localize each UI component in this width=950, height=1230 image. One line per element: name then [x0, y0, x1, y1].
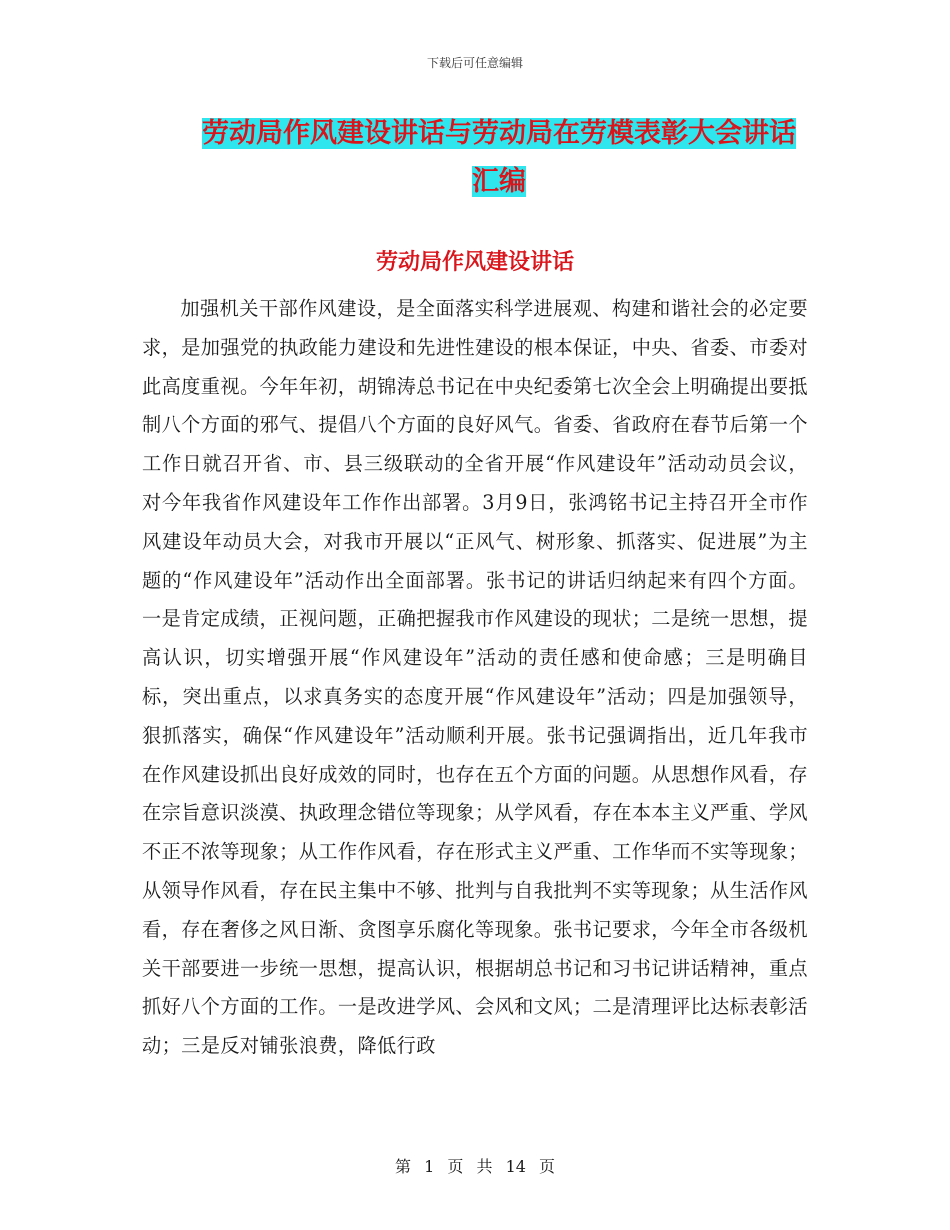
total-unit: 页 — [539, 1157, 556, 1176]
document-title-text: 劳动局作风建设讲话与劳动局在劳模表彰大会讲话汇编 — [202, 118, 796, 197]
header-note: 下载后可任意编辑 — [426, 56, 523, 70]
body-paragraph: 加强机关干部作风建设，是全面落实科学进展观、构建和谐社会的必定要求，是加强党的执政能力建设和先进性建设的根本保证，中央、省委、市委对此高度重视。今年年初，胡锦涛总书记在中央纪委第七次全会上明确提出要抵制八个方面的邪气、提倡八个方面的良好风气。省委、省政府在春节后第一个工作日就召开省、市、县三级联动的全省开展“作风建设年”活动动员会议，对今年我省作风建设年工作作出部署。3月9日，张鸿铭书记主持召开全市作风建设年动员大会，对我市开展以“正风气、树形象、抓落实、促进展”为主题的“作风建设年”活动作出全面部署。张书记的讲话归纳起来有四个方面。一是肯定成绩，正视问题，正确把握我市作风建设的现状；二是统一思想，提高认识，切实增强开展“作风建设年”活动的责任感和使命感；三是明确目标，突出重点，以求真务实的态度开展“作风建设年”活动；四是加强领导，狠抓落实，确保“作风建设年”活动顺利开展。张书记强调指出，近几年我市在作风建设抓出良好成效的同时，也存在五个方面的问题。从思想作风看，存在宗旨意识淡漠、执政理念错位等现象；从学风看，存在本本主义严重、学风不正不浓等现象；从工作作风看，存在形式主义严重、工作华而不实等现象；从领导作风看，存在民主集中不够、批判与自我批判不实等现象；从生活作风看，存在奢侈之风日渐、贪图享乐腐化等现象。张书记要求，今年全市各级机关干部要进一步统一思想，提高认识，根据胡总书记和习书记讲话精神，重点抓好八个方面的工作。一是改进学风、会风和文风；二是清理评比达标表彰活动；三是反对铺张浪费，降低行政 — [142, 297, 808, 1058]
total-pages: 14 — [505, 1157, 526, 1176]
page-footer — [0, 1154, 950, 1177]
page-label: 第 — [394, 1157, 411, 1176]
page-unit: 页 — [447, 1157, 464, 1176]
section-title: 劳动局作风建设讲话 — [375, 250, 574, 275]
total-label: 共 — [476, 1157, 493, 1176]
document-title — [192, 110, 806, 206]
page-number: 1 — [424, 1157, 435, 1176]
